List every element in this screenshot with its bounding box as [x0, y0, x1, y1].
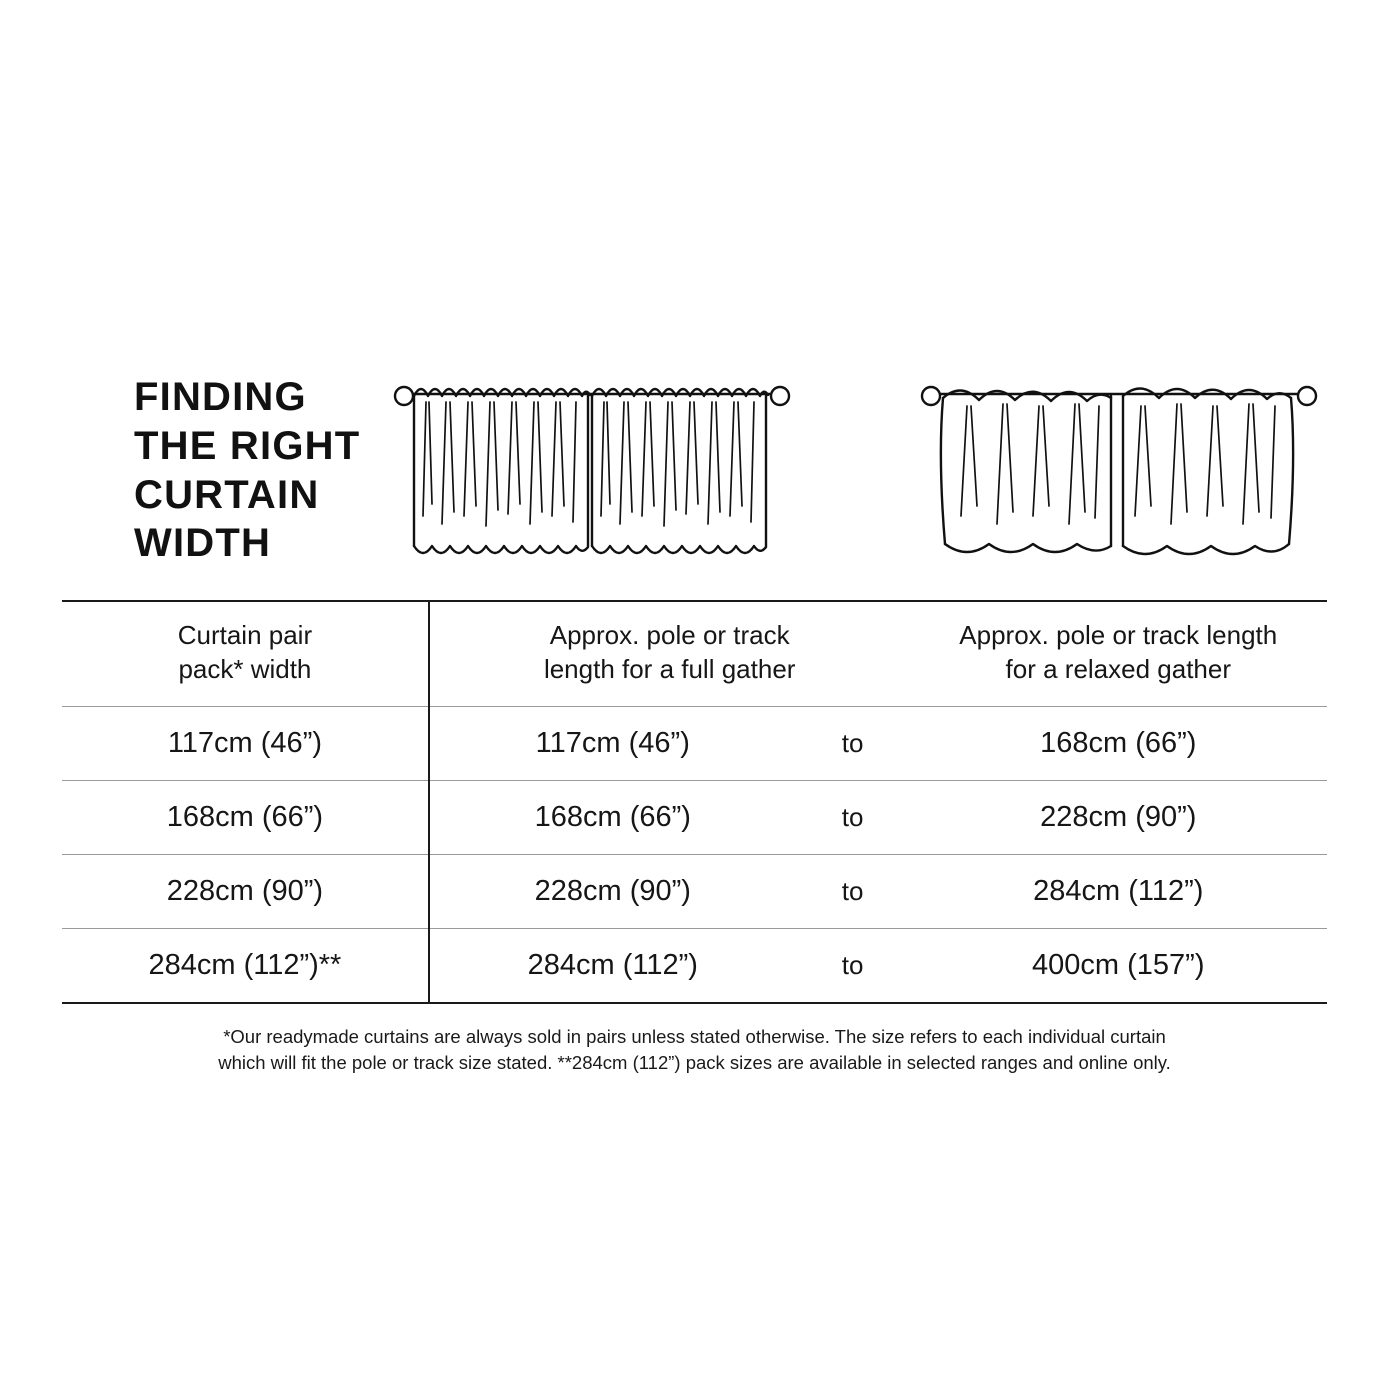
cell-pack-width: 117cm (46”) [62, 706, 429, 780]
table-row [62, 854, 1327, 928]
cell-to: to [796, 928, 910, 1003]
full-gather-curtain-illustration [392, 366, 792, 586]
cell-to: to [796, 854, 910, 928]
cell-full-gather: 284cm (112”) [429, 928, 796, 1003]
illustrations [392, 360, 1327, 586]
table-row [62, 780, 1327, 854]
cell-relaxed-gather: 168cm (66”) [910, 706, 1327, 780]
cell-pack-width: 168cm (66”) [62, 780, 429, 854]
cell-pack-width: 284cm (112”)** [62, 928, 429, 1003]
header-area [62, 360, 1327, 600]
cell-full-gather: 168cm (66”) [429, 780, 796, 854]
column-header-full-gather-line1: Approx. pole or track [549, 620, 790, 650]
table-header-row [62, 601, 1327, 706]
footnote-line-1: *Our readymade curtains are always sold in pairs unless stated otherwise. The size refers to each individual curtain [223, 1025, 1166, 1047]
page-title-line-3: CURTAIN [134, 472, 320, 517]
table-header [62, 601, 1327, 706]
page-title-line-4: WIDTH [134, 521, 272, 566]
guide-content [62, 360, 1327, 1077]
page-title-line-1: FINDING [134, 375, 307, 419]
page-title [62, 373, 392, 568]
footnote [62, 1024, 1327, 1078]
table-row [62, 706, 1327, 780]
column-header-full-gather-line2: length for a full gather [543, 653, 796, 684]
cell-relaxed-gather: 228cm (90”) [910, 780, 1327, 854]
column-header-relaxed-gather [910, 601, 1327, 706]
column-header-pack-width [62, 601, 429, 706]
curtain-size-table [62, 600, 1327, 1004]
relaxed-gather-curtain-illustration [919, 366, 1319, 586]
table-row [62, 928, 1327, 1003]
cell-relaxed-gather: 284cm (112”) [910, 854, 1327, 928]
column-header-pack-width-line2: pack* width [178, 653, 312, 684]
cell-full-gather: 228cm (90”) [429, 854, 796, 928]
cell-pack-width: 228cm (90”) [62, 854, 429, 928]
cell-to: to [796, 780, 910, 854]
column-header-full-gather [429, 601, 910, 706]
column-header-relaxed-gather-line2: for a relaxed gather [1005, 653, 1231, 684]
column-header-relaxed-gather-line1: Approx. pole or track length [959, 620, 1278, 650]
cell-full-gather: 117cm (46”) [429, 706, 796, 780]
cell-relaxed-gather: 400cm (157”) [910, 928, 1327, 1003]
page-title-line-2: THE RIGHT [134, 423, 361, 468]
column-header-pack-width-line1: Curtain pair [177, 620, 313, 650]
cell-to: to [796, 706, 910, 780]
table-body [62, 706, 1327, 1003]
footnote-line-2: which will fit the pole or track size stated. **284cm (112”) pack sizes are available in selected ranges and online only. [218, 1052, 1171, 1074]
